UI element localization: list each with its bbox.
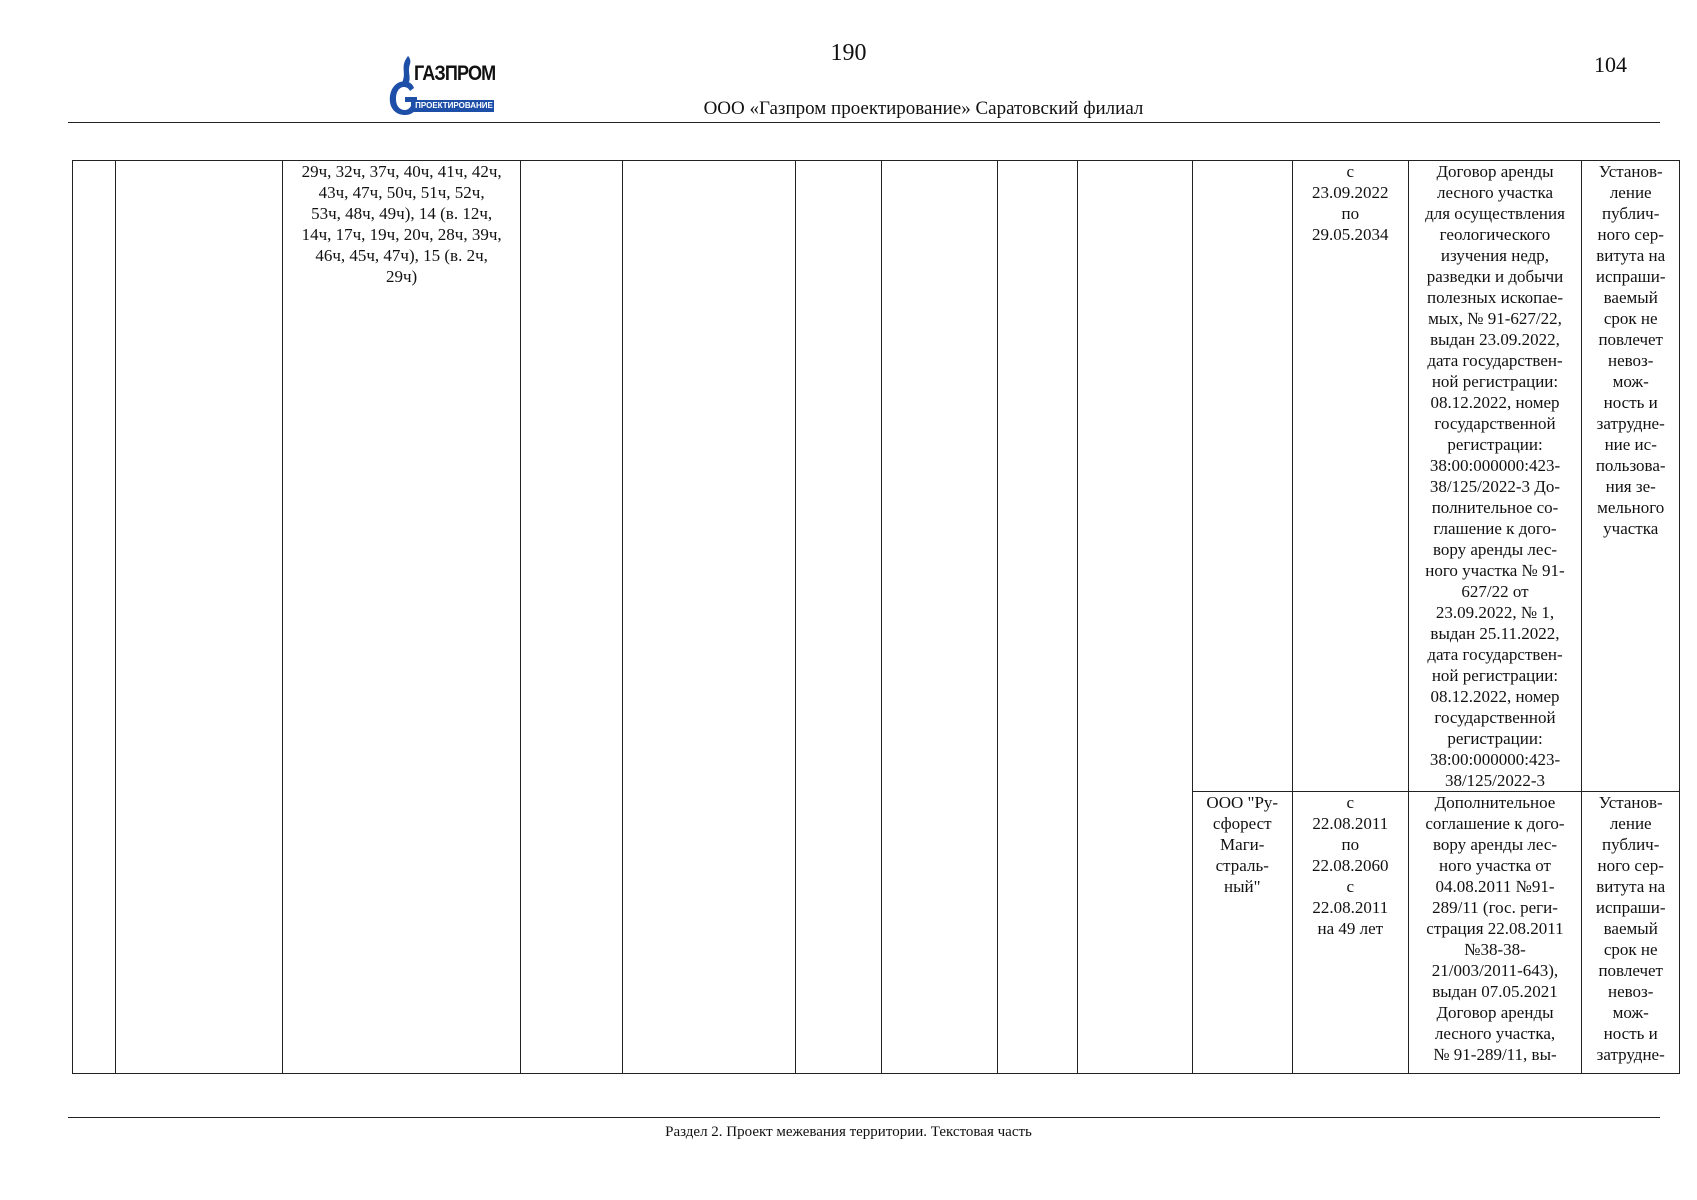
footer-divider [68,1117,1660,1118]
period-cell: с 22.08.2011 по 22.08.2060 с 22.08.2011 на 49 лет [1293,792,1409,1074]
servitude-table [72,160,1680,1074]
table-cell [1077,161,1192,1074]
period-cell: с 23.09.2022 по 29.05.2034 [1293,161,1409,792]
table-cell [521,161,623,1074]
table-cell [795,161,881,1074]
header-divider [68,122,1660,123]
document-cell: Договор аренды лесного участка для осуществления геологического изучения недр, разведки и добычи полезных ископае- мых, № 91-627/22, выдан 23.09.2022, дата государствен- ной регистрации: 08.12.2022, номер государственной регистрации: 38:00:000000:423- 38/125/2022-3 До- полнительное со- глашение к дого- вору аренды лес- ного участка № 91- 627/22 от 23.09.2022, № 1, выдан 25.11.2022, дата государствен- ной регистрации: 08.12.2022, номер государственной регистрации: 38:00:000000:423- 38/125/2022-3 [1408,161,1582,792]
page-number-center: 190 [830,40,867,66]
logo-wordmark: ГАЗПРОМ [414,62,496,85]
table-cell [73,161,116,1074]
owner-cell [1192,161,1293,792]
table-cell [997,161,1077,1074]
company-title: ООО «Газпром проектирование» Саратовский филиал [703,98,1144,119]
note-cell: Установ- ление публич- ного сер- витута на испраши- ваемый срок не повлечет невоз- мож- ность и затрудне- ние ис- пользова- ния зе- мельного участка [1582,161,1680,792]
document-cell: Дополнительное соглашение к дого- вору аренды лес- ного участка от 04.08.2011 №91- 289/11 (гос. реги- страция 22.08.2011 №38-38- 21/003/2011-643), выдан 07.05.2021 Договор аренды лесного участка, № 91-289/11, вы- [1408,792,1582,1074]
footer-text: Раздел 2. Проект межевания территории. Текстовая часть [665,1124,1032,1140]
table-cell [881,161,997,1074]
table-row [73,161,1680,792]
logo-subtitle: ПРОЕКТИРОВАНИЕ [415,101,493,110]
plots-cell: 29ч, 32ч, 37ч, 40ч, 41ч, 42ч, 43ч, 47ч, 50ч, 51ч, 52ч, 53ч, 48ч, 49ч), 14 (в. 12ч, 14ч, 17ч, 19ч, 20ч, 28ч, 39ч, 46ч, 45ч, 47ч), 15 (в. 2ч, 29ч) [283,161,521,1074]
note-cell: Установ- ление публич- ного сер- витута на испраши- ваемый срок не повлечет невоз- мож- ность и затрудне- [1582,792,1680,1074]
page-number-right: 104 [1594,52,1627,77]
owner-cell: ООО "Ру- сфорест Маги- страль- ный" [1192,792,1293,1074]
table-cell [116,161,283,1074]
table-cell [622,161,795,1074]
